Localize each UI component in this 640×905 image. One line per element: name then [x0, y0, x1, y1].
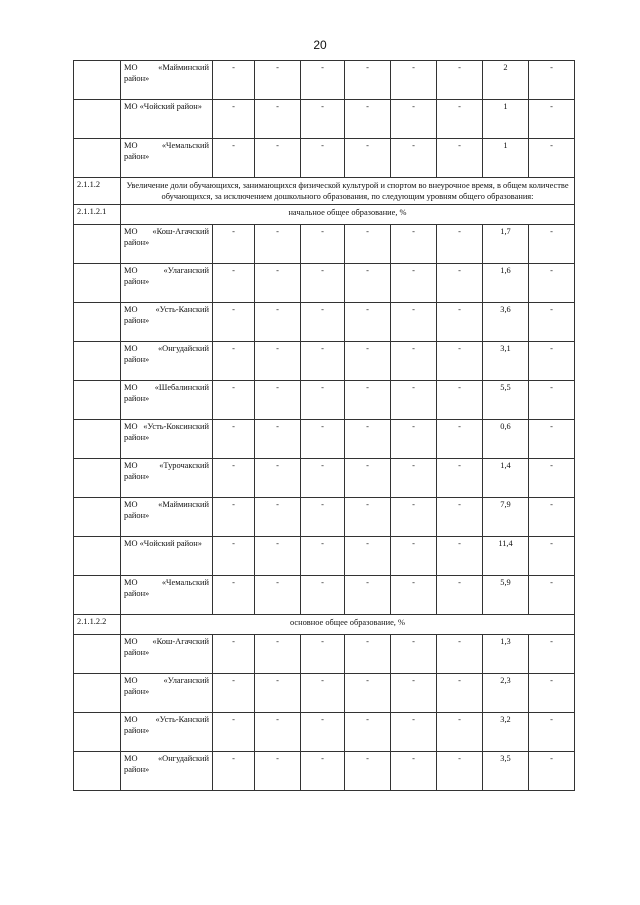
table-row	[74, 100, 575, 139]
empty-value-cell: -	[529, 635, 575, 674]
empty-value-cell: -	[437, 635, 483, 674]
table-row	[74, 498, 575, 537]
empty-value-cell: -	[391, 576, 437, 615]
empty-value-cell: -	[213, 674, 255, 713]
empty-value-cell: -	[529, 713, 575, 752]
table-row	[74, 225, 575, 264]
empty-value-cell: -	[213, 459, 255, 498]
empty-value-cell: -	[255, 139, 301, 178]
row-number-cell	[74, 381, 121, 420]
value-cell: 2	[483, 61, 529, 100]
district-name: МО «Чемальский район»	[121, 576, 213, 615]
empty-value-cell: -	[391, 752, 437, 791]
empty-value-cell: -	[301, 303, 345, 342]
empty-value-cell: -	[255, 264, 301, 303]
section-title: основное общее образование, %	[121, 615, 575, 635]
empty-value-cell: -	[437, 264, 483, 303]
empty-value-cell: -	[301, 498, 345, 537]
district-name: МО «Усть-Канский район»	[121, 303, 213, 342]
empty-value-cell: -	[529, 459, 575, 498]
section-heading-row	[74, 178, 575, 205]
empty-value-cell: -	[529, 100, 575, 139]
table-row	[74, 303, 575, 342]
empty-value-cell: -	[213, 381, 255, 420]
empty-value-cell: -	[345, 264, 391, 303]
table-row	[74, 537, 575, 576]
empty-value-cell: -	[345, 303, 391, 342]
empty-value-cell: -	[437, 381, 483, 420]
value-cell: 11,4	[483, 537, 529, 576]
district-name: МО «Кош-Агачский район»	[121, 225, 213, 264]
empty-value-cell: -	[437, 459, 483, 498]
empty-value-cell: -	[301, 459, 345, 498]
empty-value-cell: -	[529, 61, 575, 100]
section-number: 2.1.1.2.2	[74, 615, 121, 635]
empty-value-cell: -	[437, 576, 483, 615]
empty-value-cell: -	[345, 752, 391, 791]
empty-value-cell: -	[437, 420, 483, 459]
empty-value-cell: -	[345, 713, 391, 752]
table-row	[74, 381, 575, 420]
empty-value-cell: -	[301, 752, 345, 791]
district-name: МО «Онгудайский район»	[121, 752, 213, 791]
empty-value-cell: -	[213, 635, 255, 674]
empty-value-cell: -	[529, 381, 575, 420]
section-title: начальное общее образование, %	[121, 205, 575, 225]
empty-value-cell: -	[529, 498, 575, 537]
empty-value-cell: -	[529, 537, 575, 576]
value-cell: 1	[483, 139, 529, 178]
empty-value-cell: -	[529, 674, 575, 713]
empty-value-cell: -	[345, 498, 391, 537]
empty-value-cell: -	[345, 635, 391, 674]
value-cell: 5,9	[483, 576, 529, 615]
empty-value-cell: -	[345, 674, 391, 713]
empty-value-cell: -	[255, 752, 301, 791]
empty-value-cell: -	[437, 713, 483, 752]
empty-value-cell: -	[301, 61, 345, 100]
page-number: 20	[313, 38, 327, 52]
empty-value-cell: -	[301, 576, 345, 615]
district-name: МО «Улаганский район»	[121, 674, 213, 713]
empty-value-cell: -	[529, 303, 575, 342]
empty-value-cell: -	[213, 139, 255, 178]
section-title: Увеличение доли обучающихся, занимающихся физической культурой и спортом во внеурочное время, в общем количестве обучающихся, за исключением дошкольного образования, по следующим уровням общего образования:	[121, 178, 575, 205]
empty-value-cell: -	[213, 498, 255, 537]
empty-value-cell: -	[301, 225, 345, 264]
value-cell: 7,9	[483, 498, 529, 537]
empty-value-cell: -	[213, 420, 255, 459]
empty-value-cell: -	[437, 674, 483, 713]
empty-value-cell: -	[345, 61, 391, 100]
subsection-heading-row	[74, 205, 575, 225]
value-cell: 2,3	[483, 674, 529, 713]
empty-value-cell: -	[437, 139, 483, 178]
empty-value-cell: -	[301, 713, 345, 752]
row-number-cell	[74, 752, 121, 791]
section-number: 2.1.1.2	[74, 178, 121, 205]
empty-value-cell: -	[345, 139, 391, 178]
value-cell: 3,5	[483, 752, 529, 791]
empty-value-cell: -	[345, 381, 391, 420]
empty-value-cell: -	[255, 498, 301, 537]
table-row	[74, 752, 575, 791]
empty-value-cell: -	[391, 635, 437, 674]
empty-value-cell: -	[255, 420, 301, 459]
empty-value-cell: -	[391, 381, 437, 420]
empty-value-cell: -	[255, 537, 301, 576]
empty-value-cell: -	[529, 225, 575, 264]
row-number-cell	[74, 342, 121, 381]
district-name: МО «Онгудайский район»	[121, 342, 213, 381]
empty-value-cell: -	[437, 303, 483, 342]
empty-value-cell: -	[301, 342, 345, 381]
section-number: 2.1.1.2.1	[74, 205, 121, 225]
district-name: МО «Улаганский район»	[121, 264, 213, 303]
empty-value-cell: -	[213, 752, 255, 791]
district-name: МО «Турочакский район»	[121, 459, 213, 498]
row-number-cell	[74, 100, 121, 139]
row-number-cell	[74, 459, 121, 498]
row-number-cell	[74, 498, 121, 537]
empty-value-cell: -	[391, 459, 437, 498]
empty-value-cell: -	[391, 225, 437, 264]
empty-value-cell: -	[213, 713, 255, 752]
empty-value-cell: -	[301, 139, 345, 178]
empty-value-cell: -	[255, 635, 301, 674]
empty-value-cell: -	[345, 100, 391, 139]
empty-value-cell: -	[213, 225, 255, 264]
row-number-cell	[74, 264, 121, 303]
empty-value-cell: -	[345, 537, 391, 576]
empty-value-cell: -	[255, 576, 301, 615]
empty-value-cell: -	[255, 303, 301, 342]
value-cell: 1,3	[483, 635, 529, 674]
empty-value-cell: -	[213, 342, 255, 381]
empty-value-cell: -	[301, 635, 345, 674]
empty-value-cell: -	[255, 342, 301, 381]
indicator-table	[73, 60, 575, 791]
empty-value-cell: -	[345, 576, 391, 615]
value-cell: 3,2	[483, 713, 529, 752]
row-number-cell	[74, 61, 121, 100]
empty-value-cell: -	[213, 264, 255, 303]
empty-value-cell: -	[437, 342, 483, 381]
row-number-cell	[74, 674, 121, 713]
empty-value-cell: -	[345, 420, 391, 459]
table-row	[74, 61, 575, 100]
empty-value-cell: -	[391, 139, 437, 178]
empty-value-cell: -	[255, 713, 301, 752]
empty-value-cell: -	[391, 498, 437, 537]
empty-value-cell: -	[301, 674, 345, 713]
value-cell: 1	[483, 100, 529, 139]
value-cell: 3,6	[483, 303, 529, 342]
table-row	[74, 139, 575, 178]
value-cell: 1,4	[483, 459, 529, 498]
table-row	[74, 459, 575, 498]
empty-value-cell: -	[437, 498, 483, 537]
table-row	[74, 420, 575, 459]
district-name: МО «Кош-Агачский район»	[121, 635, 213, 674]
row-number-cell	[74, 537, 121, 576]
empty-value-cell: -	[391, 303, 437, 342]
value-cell: 5,5	[483, 381, 529, 420]
row-number-cell	[74, 713, 121, 752]
value-cell: 1,7	[483, 225, 529, 264]
table-row	[74, 713, 575, 752]
empty-value-cell: -	[391, 100, 437, 139]
empty-value-cell: -	[391, 420, 437, 459]
row-number-cell	[74, 303, 121, 342]
district-name: МО «Шебалинский район»	[121, 381, 213, 420]
table-row	[74, 674, 575, 713]
empty-value-cell: -	[529, 342, 575, 381]
empty-value-cell: -	[437, 537, 483, 576]
district-name: МО «Майминский район»	[121, 498, 213, 537]
empty-value-cell: -	[345, 342, 391, 381]
row-number-cell	[74, 576, 121, 615]
table-row	[74, 635, 575, 674]
empty-value-cell: -	[391, 537, 437, 576]
empty-value-cell: -	[345, 459, 391, 498]
row-number-cell	[74, 420, 121, 459]
empty-value-cell: -	[529, 139, 575, 178]
district-name: МО «Усть-Коксинский район»	[121, 420, 213, 459]
empty-value-cell: -	[301, 264, 345, 303]
subsection-heading-row	[74, 615, 575, 635]
empty-value-cell: -	[213, 61, 255, 100]
empty-value-cell: -	[391, 264, 437, 303]
empty-value-cell: -	[301, 381, 345, 420]
table-row	[74, 264, 575, 303]
empty-value-cell: -	[391, 342, 437, 381]
value-cell: 3,1	[483, 342, 529, 381]
empty-value-cell: -	[213, 537, 255, 576]
empty-value-cell: -	[213, 100, 255, 139]
district-name: МО «Чемальский район»	[121, 139, 213, 178]
empty-value-cell: -	[255, 674, 301, 713]
empty-value-cell: -	[391, 674, 437, 713]
empty-value-cell: -	[529, 264, 575, 303]
row-number-cell	[74, 635, 121, 674]
empty-value-cell: -	[255, 381, 301, 420]
empty-value-cell: -	[255, 100, 301, 139]
district-name: МО «Чойский район»	[121, 100, 213, 139]
empty-value-cell: -	[213, 303, 255, 342]
empty-value-cell: -	[301, 537, 345, 576]
row-number-cell	[74, 225, 121, 264]
district-name: МО «Чойский район»	[121, 537, 213, 576]
district-name: МО «Усть-Канский район»	[121, 713, 213, 752]
empty-value-cell: -	[255, 61, 301, 100]
empty-value-cell: -	[301, 100, 345, 139]
empty-value-cell: -	[391, 713, 437, 752]
empty-value-cell: -	[255, 459, 301, 498]
district-name: МО «Майминский район»	[121, 61, 213, 100]
row-number-cell	[74, 139, 121, 178]
empty-value-cell: -	[391, 61, 437, 100]
empty-value-cell: -	[437, 100, 483, 139]
table-row	[74, 342, 575, 381]
empty-value-cell: -	[529, 420, 575, 459]
empty-value-cell: -	[437, 61, 483, 100]
empty-value-cell: -	[437, 752, 483, 791]
value-cell: 1,6	[483, 264, 529, 303]
empty-value-cell: -	[529, 576, 575, 615]
value-cell: 0,6	[483, 420, 529, 459]
empty-value-cell: -	[213, 576, 255, 615]
empty-value-cell: -	[301, 420, 345, 459]
empty-value-cell: -	[255, 225, 301, 264]
empty-value-cell: -	[437, 225, 483, 264]
empty-value-cell: -	[529, 752, 575, 791]
table-row	[74, 576, 575, 615]
empty-value-cell: -	[345, 225, 391, 264]
